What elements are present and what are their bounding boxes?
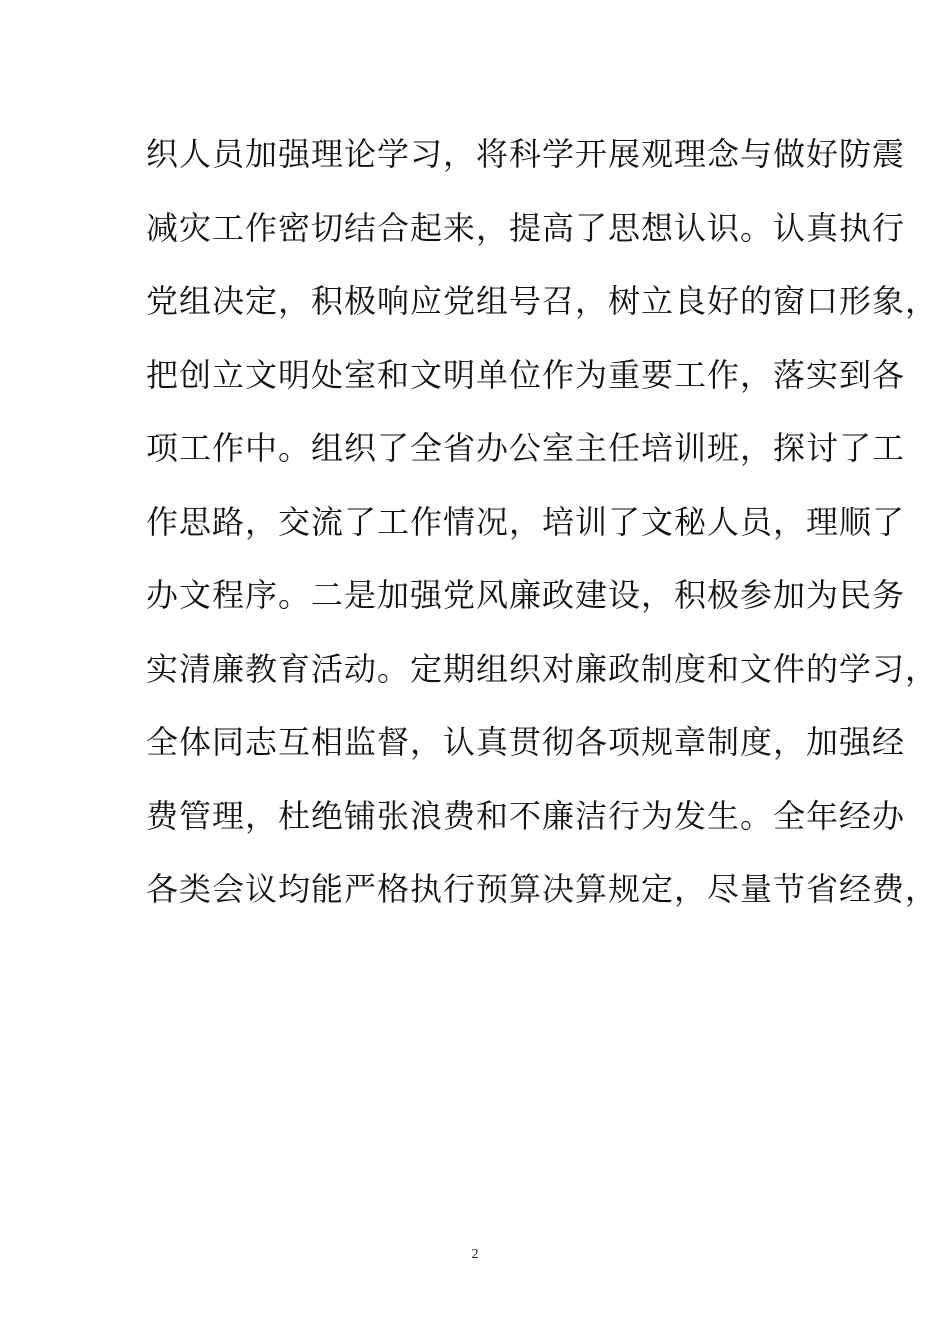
text-line: 织人员加强理论学习，将科学开展观理念与做好防震	[146, 135, 906, 173]
text-line: 把创立文明处室和文明单位作为重要工作，落实到各	[146, 355, 906, 394]
text-line: 全体同志互相监督，认真贯彻各项规章制度，加强经	[146, 723, 906, 761]
text-line: 费管理，杜绝铺张浪费和不廉洁行为发生。全年经办	[146, 796, 906, 835]
text-line: 各类会议均能严格执行预算决算规定，尽量节省经费，	[146, 870, 939, 908]
text-line: 办文程序。二是加强党风廉政建设，积极参加为民务	[146, 576, 906, 614]
text-line: 实清廉教育活动。定期组织对廉政制度和文件的学习，	[146, 649, 939, 688]
body-text	[146, 126, 939, 935]
text-line: 项工作中。组织了全省办公室主任培训班，探讨了工	[146, 429, 906, 467]
text-line: 作思路，交流了工作情况，培训了文秘人员，理顺了	[146, 502, 906, 541]
page-number: 2	[471, 1247, 479, 1262]
text-line: 减灾工作密切结合起来，提高了思想认识。认真执行	[146, 208, 906, 247]
text-line: 党组决定，积极响应党组号召，树立良好的窗口形象，	[146, 282, 939, 320]
